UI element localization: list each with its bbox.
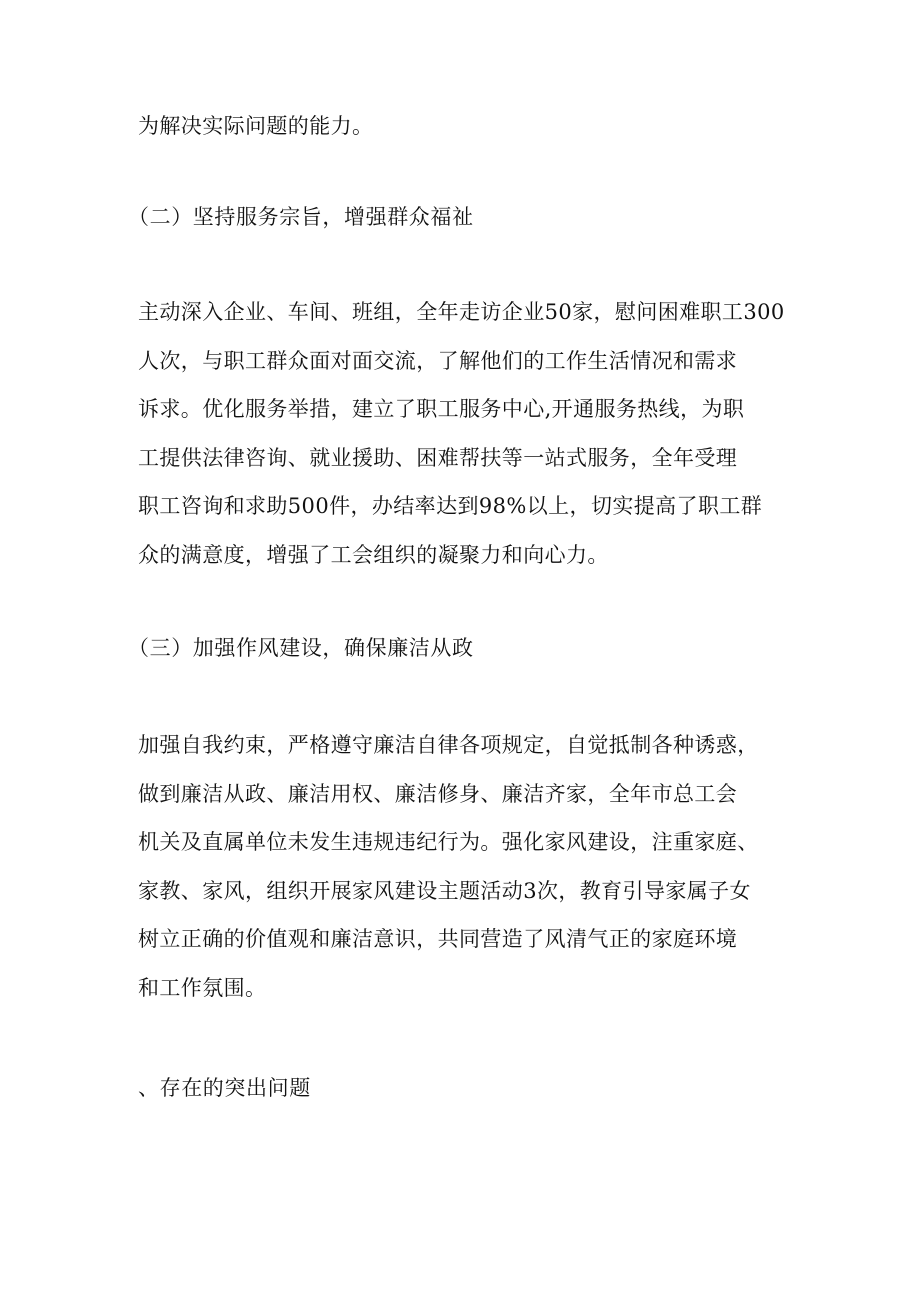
paragraph-line: 和工作氛围。	[138, 975, 267, 1000]
paragraph-line: 机关及直属单位未发生违规违纪行为。强化家风建设，注重家庭、	[138, 830, 759, 854]
paragraph-line: 家教、家风，组织开展家风建设主题活动3次，教育引导家属子女	[138, 878, 751, 903]
paragraph-line: 工提供法律咨询、就业援助、困难帮扶等一站式服务，全年受理	[138, 445, 738, 470]
section-3-heading: （三）加强作风建设，确保廉洁从政	[128, 636, 474, 660]
section-2-paragraph	[138, 298, 798, 589]
paragraph-line: 主动深入企业、车间、班组，全年走访企业50家，慰问困难职工300	[138, 300, 785, 324]
next-section-heading: 、存在的突出问题	[138, 1076, 311, 1100]
paragraph-line: 众的满意度，增强了工会组织的凝聚力和向心力。	[138, 542, 609, 567]
paragraph-line: 做到廉洁从政、廉洁用权、廉洁修身、廉洁齐家，全年市总工会	[138, 781, 738, 806]
carryover-line: 为解决实际问题的能力。	[138, 114, 374, 138]
section-2-heading: （二）坚持服务宗旨，增强群众福祉	[128, 205, 474, 229]
paragraph-line: 人次，与职工群众面对面交流，了解他们的工作生活情况和需求	[138, 348, 738, 373]
paragraph-line: 职工咨询和求助500件，办结率达到98%以上，切实提高了职工群	[138, 494, 763, 518]
paragraph-line: 树立正确的价值观和廉洁意识，共同营造了风清气正的家庭环境	[138, 927, 738, 951]
paragraph-line: 加强自我约束，严格遵守廉洁自律各项规定，自觉抵制各种诱惑，	[138, 733, 759, 757]
paragraph-line: 诉求。优化服务举措，建立了职工服务中心,开通服务热线，为职	[138, 397, 745, 421]
section-3-paragraph	[138, 731, 798, 1022]
